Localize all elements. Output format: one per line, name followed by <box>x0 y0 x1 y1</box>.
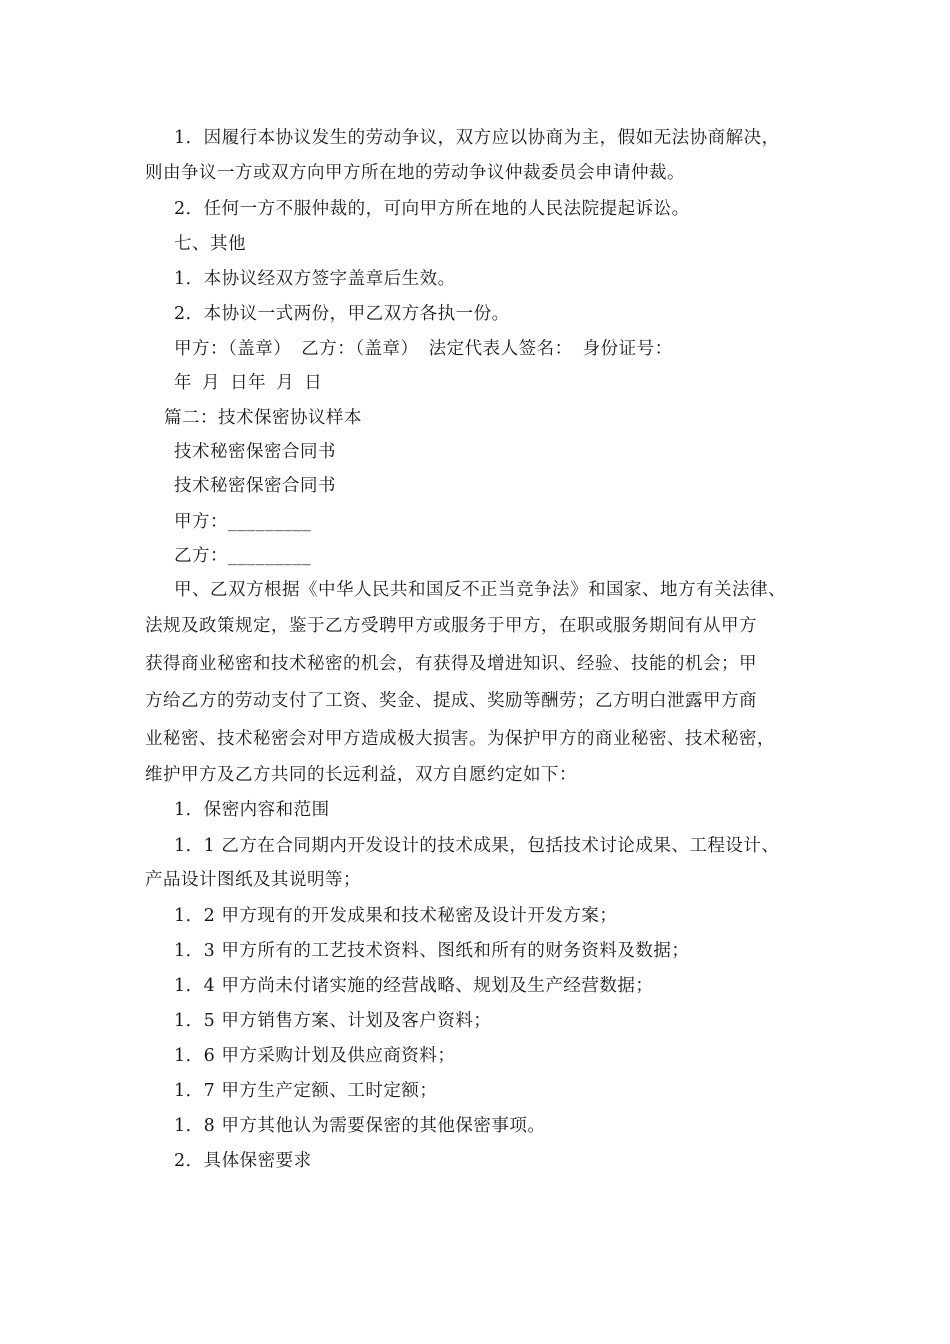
body-paragraph-line-4: 方给乙方的劳动支付了工资、奖金、提成、奖励等酬劳；乙方明白泄露甲方商 <box>145 691 757 711</box>
body-paragraph-line-6: 维护甲方及乙方共同的长远利益，双方自愿约定如下： <box>145 765 577 785</box>
clause-1-heading: 1．保密内容和范围 <box>174 800 330 820</box>
body-paragraph-line-5: 业秘密、技术秘密会对甲方造成极大损害。为保护甲方的商业秘密、技术秘密， <box>145 729 775 749</box>
paragraph-other-2: 2．本协议一式两份，甲乙双方各执一份。 <box>174 304 510 324</box>
paragraph-other-1: 1．本协议经双方签字盖章后生效。 <box>174 269 456 289</box>
clause-1-7: 1．7 甲方生产定额、工时定额； <box>174 1081 438 1101</box>
clause-1-2: 1．2 甲方现有的开发成果和技术秘密及设计开发方案； <box>174 906 618 926</box>
contract-title-1: 技术秘密保密合同书 <box>174 442 336 462</box>
clause-1-4: 1．4 甲方尚未付诸实施的经营战略、规划及生产经营数据； <box>174 976 654 996</box>
clause-1-1-cont: 产品设计图纸及其说明等； <box>145 870 361 890</box>
clause-2-heading: 2．具体保密要求 <box>174 1151 312 1171</box>
party-a-line: 甲方：_________ <box>174 512 312 532</box>
part-two-heading: 篇二：技术保密协议样本 <box>164 408 362 428</box>
section-heading-other: 七、其他 <box>174 234 246 254</box>
body-paragraph-line-2: 法规及政策规定，鉴于乙方受聘甲方或服务于甲方，在职或服务期间有从甲方 <box>145 616 757 636</box>
clause-1-1: 1．1 乙方在合同期内开发设计的技术成果，包括技术讨论成果、工程设计、 <box>174 836 780 856</box>
clause-1-8: 1．8 甲方其他认为需要保密的其他保密事项。 <box>174 1116 546 1136</box>
date-line: 年 月 日年 月 日 <box>174 373 323 393</box>
contract-title-2: 技术秘密保密合同书 <box>174 476 336 496</box>
clause-1-5: 1．5 甲方销售方案、计划及客户资料； <box>174 1011 492 1031</box>
paragraph-dispute-1: 1．因履行本协议发生的劳动争议，双方应以协商为主，假如无法协商解决， <box>174 128 780 148</box>
paragraph-dispute-2: 2．任何一方不服仲裁的，可向甲方所在地的人民法院提起诉讼。 <box>174 199 690 219</box>
signature-line: 甲方：（盖章） 乙方：（盖章） 法定代表人签名： 身份证号： <box>174 339 673 359</box>
body-paragraph-line-1: 甲、乙双方根据《中华人民共和国反不正当竞争法》和国家、地方有关法律、 <box>174 580 786 600</box>
clause-1-3: 1．3 甲方所有的工艺技术资料、图纸和所有的财务资料及数据； <box>174 941 690 961</box>
body-paragraph-line-3: 获得商业秘密和技术秘密的机会，有获得及增进知识、经验、技能的机会；甲 <box>145 654 757 674</box>
clause-1-6: 1．6 甲方采购计划及供应商资料； <box>174 1046 456 1066</box>
paragraph-dispute-1-cont: 则由争议一方或双方向甲方所在地的劳动争议仲裁委员会申请仲裁。 <box>145 163 685 183</box>
party-b-line: 乙方：_________ <box>174 546 312 566</box>
